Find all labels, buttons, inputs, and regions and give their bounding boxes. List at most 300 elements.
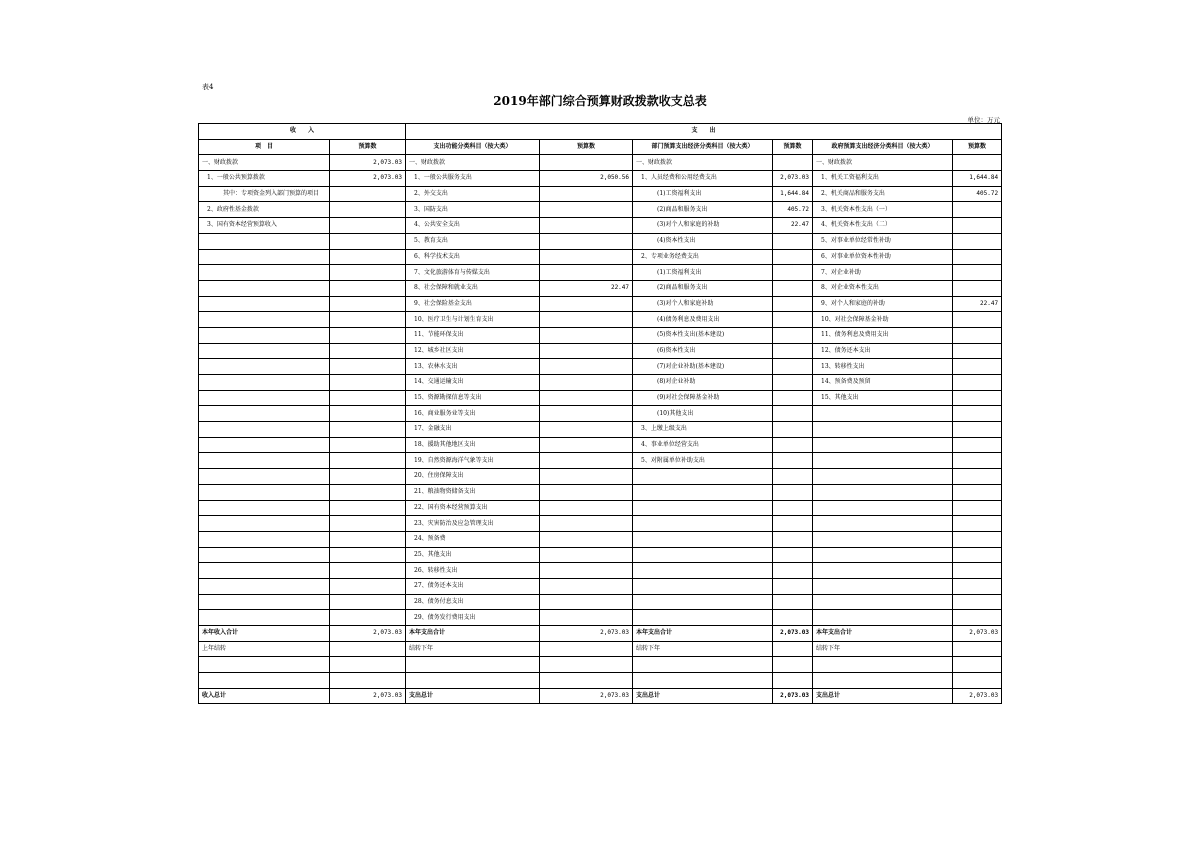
item-label-cell: 26、转移性支出 [406,563,540,579]
budget-value-cell [540,327,633,343]
item-label-cell: (6)资本性支出 [633,343,773,359]
item-label-cell: 24、预备费 [406,531,540,547]
item-label-cell: (1)工资福利支出 [633,186,773,202]
budget-value-cell [330,422,406,438]
budget-value-cell [540,406,633,422]
item-label-cell: 3、国有资本经营预算收入 [199,218,330,234]
item-label-cell [633,484,773,500]
table-row [199,422,1002,438]
item-label-cell [813,437,953,453]
expense-total-value: 2,073.03 [773,688,813,704]
budget-value-cell [953,249,1002,265]
budget-value-cell [953,280,1002,296]
budget-value-cell [773,327,813,343]
item-label-cell [199,327,330,343]
item-label-cell: (2)商品和服务支出 [633,280,773,296]
item-label-cell [813,484,953,500]
item-label-cell: 8、对企业资本性支出 [813,280,953,296]
year-expense-label: 本年支出合计 [813,626,953,642]
item-label-cell: 其中：专项资金列入部门预算的项目 [199,186,330,202]
col-budget: 预算数 [330,139,406,155]
budget-value-cell: 1,644.84 [953,171,1002,187]
budget-value-cell [953,610,1002,626]
empty-cell [953,641,1002,657]
empty-cell [406,673,540,689]
budget-value-cell [773,453,813,469]
item-label-cell: (3)对个人和家庭的补助 [633,218,773,234]
budget-value-cell [773,594,813,610]
budget-value-cell: 22.47 [773,218,813,234]
budget-value-cell [773,547,813,563]
table-row [199,594,1002,610]
item-label-cell [199,547,330,563]
item-label-cell [813,453,953,469]
item-label-cell: 15、资源勘探信息等支出 [406,390,540,406]
income-total-label: 收入总计 [199,688,330,704]
item-label-cell [633,563,773,579]
item-label-cell [199,390,330,406]
budget-value-cell: 1,644.84 [773,186,813,202]
budget-value-cell [330,578,406,594]
budget-value-cell [953,422,1002,438]
year-expense-label: 本年支出合计 [406,626,540,642]
item-label-cell: 10、医疗卫生与计划生育支出 [406,312,540,328]
item-label-cell: 9、社会保险基金支出 [406,296,540,312]
budget-value-cell [953,406,1002,422]
budget-value-cell [953,359,1002,375]
empty-cell [953,657,1002,673]
table-row [199,265,1002,281]
budget-value-cell [953,484,1002,500]
budget-value-cell [953,437,1002,453]
item-label-cell: (10)其他支出 [633,406,773,422]
budget-value-cell [330,375,406,391]
item-label-cell: 1、一般公共服务支出 [406,171,540,187]
income-total-value: 2,073.03 [330,688,406,704]
budget-value-cell [773,437,813,453]
item-label-cell: 25、其他支出 [406,547,540,563]
budget-value-cell [540,359,633,375]
table-row [199,343,1002,359]
budget-value-cell [540,563,633,579]
budget-value-cell [773,422,813,438]
item-label-cell: 15、其他支出 [813,390,953,406]
unit-label: 单位：万元 [967,116,1000,124]
item-label-cell [813,469,953,485]
item-label-cell [813,563,953,579]
budget-value-cell [953,375,1002,391]
item-label-cell: 13、农林水支出 [406,359,540,375]
table-row [199,171,1002,187]
item-label-cell: 2、外交支出 [406,186,540,202]
item-label-cell: 12、城乡社区支出 [406,343,540,359]
item-label-cell: 19、自然资源海洋气象等支出 [406,453,540,469]
item-label-cell [199,531,330,547]
budget-value-cell [540,375,633,391]
table-row [199,375,1002,391]
empty-cell [773,657,813,673]
budget-value-cell [773,469,813,485]
item-label-cell [813,594,953,610]
carry-next-label: 结转下年 [406,641,540,657]
item-label-cell [633,594,773,610]
empty-cell [633,673,773,689]
item-label-cell: 一、财政拨款 [813,155,953,171]
item-label-cell [813,531,953,547]
budget-value-cell [540,312,633,328]
budget-value-cell [540,186,633,202]
budget-value-cell [773,249,813,265]
item-label-cell: 一、财政拨款 [199,155,330,171]
item-label-cell: 28、债务付息支出 [406,594,540,610]
item-label-cell: 一、财政拨款 [406,155,540,171]
table-row [199,484,1002,500]
budget-value-cell: 2,073.03 [330,155,406,171]
item-label-cell: (5)资本性支出(基本建设) [633,327,773,343]
expense-total-label: 支出总计 [406,688,540,704]
item-label-cell: 10、对社会保障基金补助 [813,312,953,328]
item-label-cell: (8)对企业补助 [633,375,773,391]
budget-value-cell [540,233,633,249]
expense-total-value: 2,073.03 [953,688,1002,704]
budget-value-cell [540,453,633,469]
item-label-cell: (4)债务利息及费用支出 [633,312,773,328]
item-label-cell: 一、财政拨款 [633,155,773,171]
empty-cell [199,657,330,673]
item-label-cell [813,610,953,626]
budget-value-cell [330,437,406,453]
budget-value-cell [953,500,1002,516]
table-row [199,280,1002,296]
empty-cell [773,673,813,689]
budget-value-cell [330,453,406,469]
budget-value-cell [773,296,813,312]
item-label-cell: 29、债务发行费用支出 [406,610,540,626]
budget-value-cell [540,594,633,610]
empty-cell [773,641,813,657]
item-label-cell: 22、国有资本经营预算支出 [406,500,540,516]
budget-value-cell [540,578,633,594]
budget-value-cell [773,280,813,296]
item-label-cell [813,547,953,563]
item-label-cell: 3、国防支出 [406,202,540,218]
budget-value-cell [953,390,1002,406]
col-func: 支出功能分类科目（按大类） [406,139,540,155]
table-row [199,327,1002,343]
item-label-cell [199,375,330,391]
item-label-cell [199,249,330,265]
item-label-cell [199,265,330,281]
budget-value-cell [773,578,813,594]
budget-value-cell [330,218,406,234]
item-label-cell [199,422,330,438]
item-label-cell: 5、对事业单位经常性补助 [813,233,953,249]
col-item: 项 目 [199,139,330,155]
budget-value-cell [540,484,633,500]
budget-value-cell [953,202,1002,218]
item-label-cell [199,280,330,296]
budget-value-cell [773,343,813,359]
budget-value-cell [953,233,1002,249]
budget-value-cell [330,359,406,375]
budget-value-cell [540,437,633,453]
budget-value-cell: 2,073.03 [330,171,406,187]
item-label-cell [633,500,773,516]
item-label-cell [199,343,330,359]
year-expense-value: 2,073.03 [540,626,633,642]
budget-value-cell [330,390,406,406]
item-label-cell: 1、机关工资福利支出 [813,171,953,187]
budget-value-cell [330,249,406,265]
budget-value-cell [330,594,406,610]
table-row [199,202,1002,218]
item-label-cell [199,578,330,594]
item-label-cell: 21、粮油物资储备支出 [406,484,540,500]
budget-value-cell [540,296,633,312]
empty-cell [406,657,540,673]
table-row [199,563,1002,579]
table-row [199,312,1002,328]
item-label-cell [199,500,330,516]
item-label-cell [813,422,953,438]
budget-value-cell [953,578,1002,594]
budget-value-cell [330,280,406,296]
item-label-cell: (1)工资福利支出 [633,265,773,281]
budget-value-cell [540,202,633,218]
item-label-cell [813,406,953,422]
item-label-cell: 5、教育支出 [406,233,540,249]
item-label-cell [199,296,330,312]
item-label-cell: 6、对事业单位资本性补助 [813,249,953,265]
empty-cell [330,673,406,689]
item-label-cell: 14、预备费及预留 [813,375,953,391]
item-label-cell [813,578,953,594]
budget-value-cell [773,375,813,391]
budget-value-cell [773,516,813,532]
table-row [199,547,1002,563]
item-label-cell: 9、对个人和家庭的补助 [813,296,953,312]
table-number: 表4 [202,83,214,91]
budget-table [198,123,1002,704]
item-label-cell: 4、机关资本性支出（二） [813,218,953,234]
budget-value-cell [330,312,406,328]
budget-value-cell [540,469,633,485]
year-expense-label: 本年支出合计 [633,626,773,642]
item-label-cell: (2)商品和服务支出 [633,202,773,218]
table-row [199,390,1002,406]
table-row [199,453,1002,469]
item-label-cell: 7、文化旅游体育与传媒支出 [406,265,540,281]
item-label-cell: 1、一般公共预算拨款 [199,171,330,187]
budget-value-cell [330,547,406,563]
item-label-cell: 6、科学技术支出 [406,249,540,265]
table-row [199,531,1002,547]
budget-value-cell [953,327,1002,343]
item-label-cell [633,469,773,485]
item-label-cell [199,453,330,469]
budget-value-cell [540,531,633,547]
item-label-cell: 23、灾害防治及应急管理支出 [406,516,540,532]
item-label-cell [199,516,330,532]
table-row [199,578,1002,594]
budget-value-cell [540,610,633,626]
col-dept: 部门预算支出经济分类科目（按大类） [633,139,773,155]
table-row [199,406,1002,422]
item-label-cell [633,547,773,563]
carry-prev-label: 上年结转 [199,641,330,657]
item-label-cell: 16、商业服务业等支出 [406,406,540,422]
item-label-cell: 5、对附属单位补助支出 [633,453,773,469]
budget-value-cell [773,233,813,249]
col-budget: 预算数 [953,139,1002,155]
empty-cell [540,641,633,657]
item-label-cell [633,516,773,532]
item-label-cell [633,531,773,547]
carry-next-label: 结转下年 [633,641,773,657]
budget-value-cell [953,343,1002,359]
budget-value-cell [330,296,406,312]
item-label-cell: 20、住房保障支出 [406,469,540,485]
budget-value-cell [773,406,813,422]
item-label-cell [813,516,953,532]
budget-value-cell [773,155,813,171]
table-row [199,186,1002,202]
item-label-cell [199,469,330,485]
budget-value-cell [330,327,406,343]
table-row [199,155,1002,171]
item-label-cell: 13、转移性支出 [813,359,953,375]
table-row [199,500,1002,516]
table-row [199,469,1002,485]
budget-value-cell [773,500,813,516]
item-label-cell: (4)资本性支出 [633,233,773,249]
budget-value-cell [953,547,1002,563]
empty-cell [813,657,953,673]
budget-value-cell [330,202,406,218]
budget-value-cell [953,516,1002,532]
item-label-cell [633,610,773,626]
empty-cell [540,673,633,689]
budget-value-cell [330,186,406,202]
year-expense-value: 2,073.03 [953,626,1002,642]
budget-value-cell [773,610,813,626]
empty-cell [953,673,1002,689]
budget-value-cell: 405.72 [773,202,813,218]
budget-value-cell [540,390,633,406]
budget-value-cell [773,312,813,328]
empty-cell [540,657,633,673]
item-label-cell: 14、交通运输支出 [406,375,540,391]
budget-value-cell [330,343,406,359]
col-budget: 预算数 [773,139,813,155]
item-label-cell [813,500,953,516]
item-label-cell [199,594,330,610]
table-row [199,218,1002,234]
budget-value-cell: 2,073.03 [773,171,813,187]
table-row [199,233,1002,249]
budget-value-cell [330,265,406,281]
item-label-cell: (9)对社会保障基金补助 [633,390,773,406]
item-label-cell: 3、机关资本性支出（一） [813,202,953,218]
item-label-cell: 17、金融支出 [406,422,540,438]
page-title: 2019年部门综合预算财政拨款收支总表 [493,94,707,108]
budget-value-cell [330,484,406,500]
budget-value-cell [330,516,406,532]
budget-value-cell [953,594,1002,610]
item-label-cell: 2、机关商品和服务支出 [813,186,953,202]
budget-value-cell [773,359,813,375]
budget-value-cell [540,343,633,359]
budget-value-cell [953,453,1002,469]
budget-value-cell: 22.47 [953,296,1002,312]
budget-value-cell [540,218,633,234]
item-label-cell: 11、债务利息及费用支出 [813,327,953,343]
table-row [199,296,1002,312]
item-label-cell: 3、上缴上级支出 [633,422,773,438]
budget-value-cell [540,547,633,563]
col-gov: 政府预算支出经济分类科目（按大类） [813,139,953,155]
carry-next-label: 结转下年 [813,641,953,657]
budget-value-cell [330,531,406,547]
item-label-cell [199,610,330,626]
budget-value-cell [773,484,813,500]
item-label-cell [199,406,330,422]
empty-cell [199,673,330,689]
item-label-cell: 4、事业单位经营支出 [633,437,773,453]
budget-value-cell [540,249,633,265]
table-row [199,359,1002,375]
budget-value-cell [330,500,406,516]
item-label-cell: 27、债务还本支出 [406,578,540,594]
item-label-cell: 11、节能环保支出 [406,327,540,343]
budget-value-cell [773,390,813,406]
table-row [199,610,1002,626]
expense-total-value: 2,073.03 [540,688,633,704]
item-label-cell: 7、对企业补助 [813,265,953,281]
item-label-cell: 4、公共安全支出 [406,218,540,234]
year-expense-value: 2,073.03 [773,626,813,642]
budget-value-cell [540,155,633,171]
budget-value-cell: 2,050.56 [540,171,633,187]
budget-value-cell [330,406,406,422]
expense-total-label: 支出总计 [813,688,953,704]
item-label-cell [199,484,330,500]
budget-value-cell [953,469,1002,485]
col-budget: 预算数 [540,139,633,155]
item-label-cell: 8、社会保障和就业支出 [406,280,540,296]
budget-value-cell [773,265,813,281]
budget-value-cell [953,312,1002,328]
budget-value-cell [330,610,406,626]
year-income-value: 2,073.03 [330,626,406,642]
empty-cell [813,673,953,689]
budget-value-cell [540,500,633,516]
budget-value-cell [540,516,633,532]
expense-header: 支 出 [406,124,1002,140]
expense-total-label: 支出总计 [633,688,773,704]
budget-value-cell [953,218,1002,234]
empty-cell [633,657,773,673]
budget-value-cell [330,233,406,249]
item-label-cell: 18、援助其他地区支出 [406,437,540,453]
table-row [199,249,1002,265]
budget-value-cell [540,265,633,281]
item-label-cell [199,437,330,453]
empty-cell [330,641,406,657]
budget-value-cell [540,422,633,438]
budget-value-cell [953,531,1002,547]
item-label-cell [199,312,330,328]
